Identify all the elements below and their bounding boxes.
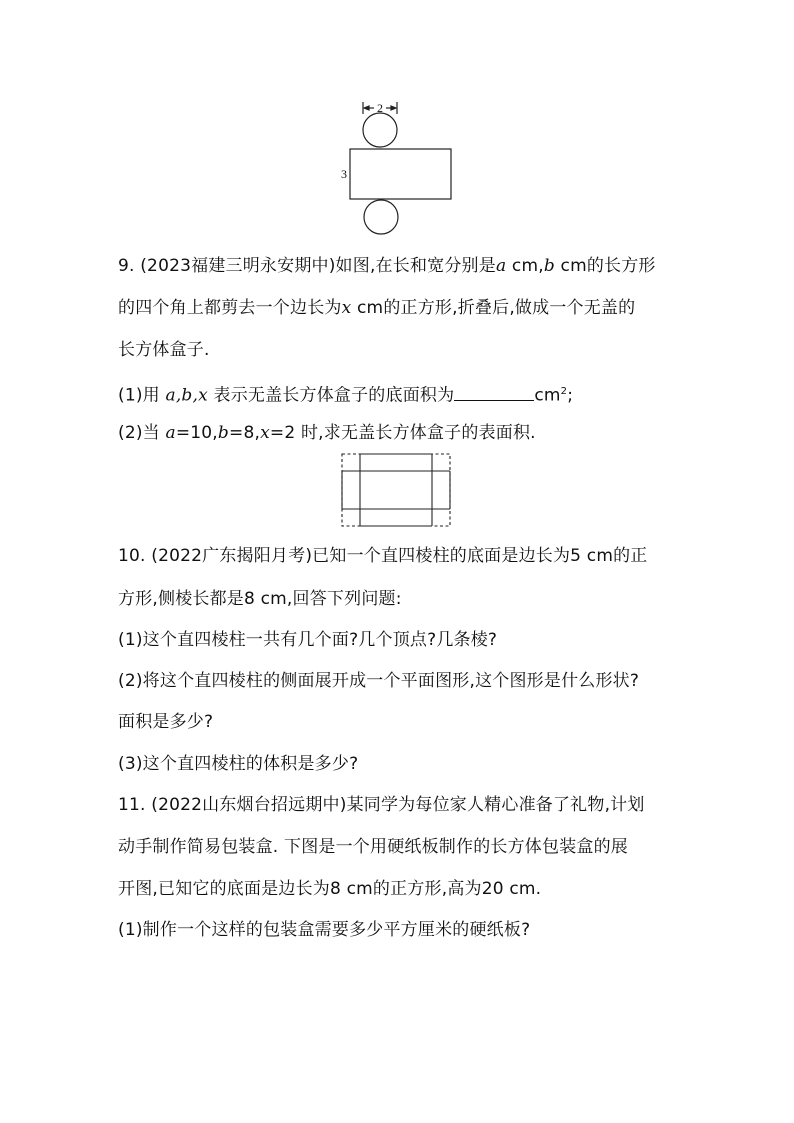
q11-part1: (1)制作一个这样的包装盒需要多少平方厘米的硬纸板? — [118, 920, 531, 940]
q9-line1: 9. (2023福建三明永安期中)如图,在长和宽分别是a cm,b cm的长方形 — [118, 256, 656, 276]
box-net-figure — [340, 452, 454, 530]
q10-line2: 方形,侧棱长都是8 cm,回答下列问题: — [118, 589, 402, 609]
q9-part1: (1)用 a,b,x 表示无盖长方体盒子的底面积为 $cm^2$; — [118, 380, 573, 408]
answer-blank — [454, 383, 534, 401]
q11-line2: 动手制作简易包装盒. 下图是一个用硬纸板制作的长方体包装盒的展 — [118, 837, 629, 857]
q9-line2: 的四个角上都剪去一个边长为x cm的正方形,折叠后,做成一个无盖的 — [118, 298, 636, 318]
q10-line1: 10. (2022广东揭阳月考)已知一个直四棱柱的底面是边长为5 cm的正 — [118, 546, 648, 566]
q11-line3: 开图,已知它的底面是边长为8 cm的正方形,高为20 cm. — [118, 879, 542, 899]
q10-part3: (3)这个直四棱柱的体积是多少? — [118, 754, 359, 774]
top-circle — [363, 113, 397, 147]
outer-dashed-rect — [342, 454, 450, 526]
q11-line1: 11. (2022山东烟台招远期中)某同学为每位家人精心准备了礼物,计划 — [118, 795, 645, 815]
q9-part2: (2)当 a=10,b=8,x=2 时,求无盖长方体盒子的表面积. — [118, 423, 536, 443]
q10-part2: (2)将这个直四棱柱的侧面展开成一个平面图形,这个图形是什么形状? — [118, 671, 640, 691]
height-label: 3 — [341, 167, 347, 181]
diameter-label: 2 — [377, 101, 383, 115]
q9-line3: 长方体盒子. — [118, 340, 210, 360]
cylinder-net-figure — [330, 96, 470, 236]
bottom-circle — [364, 200, 398, 234]
lateral-rectangle — [350, 149, 451, 199]
q10-part1: (1)这个直四棱柱一共有几个面?几个顶点?几条棱? — [118, 630, 498, 650]
dimension-arrow-left — [364, 106, 369, 110]
dimension-arrow-right — [391, 106, 396, 110]
q10-part2-cont: 面积是多少? — [118, 712, 214, 732]
